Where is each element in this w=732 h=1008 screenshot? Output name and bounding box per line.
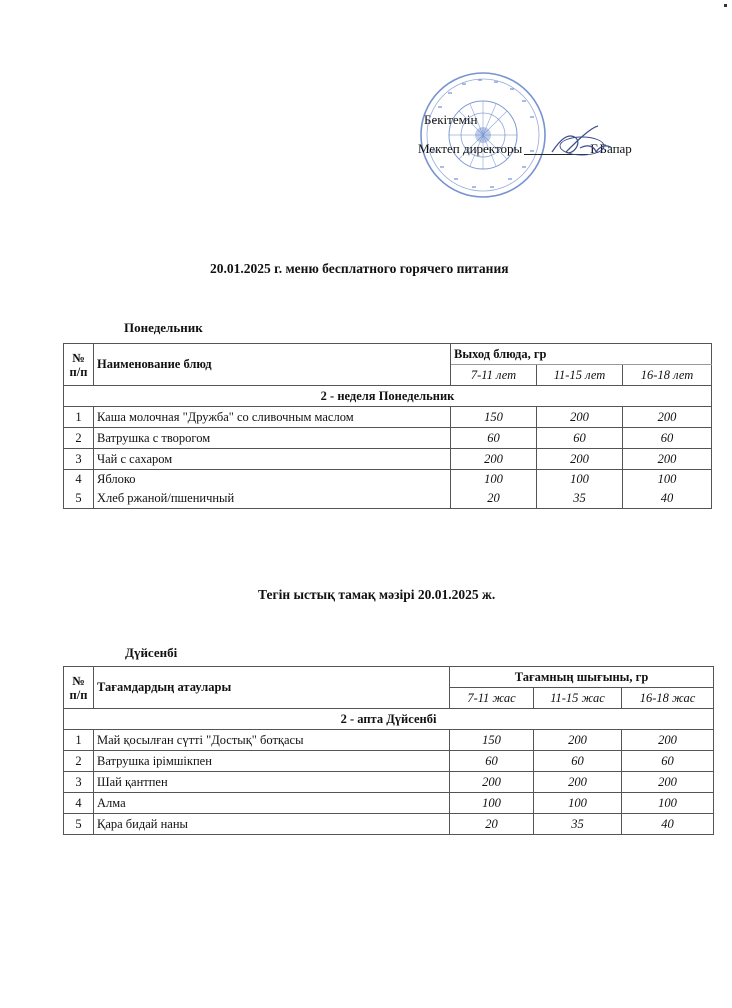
portion-value: 20	[487, 491, 500, 505]
row-number: 4	[64, 793, 94, 814]
day-label-ru: Понедельник	[124, 320, 203, 335]
portion-value: 200	[537, 449, 623, 470]
table-row-merged	[64, 470, 712, 509]
portion-value: 60	[623, 428, 712, 449]
age-group-header: 11-15 лет	[537, 365, 623, 386]
portion-value: 200	[534, 772, 622, 793]
portion-value: 60	[622, 751, 714, 772]
portion-value: 40	[622, 814, 714, 835]
portion-value: 200	[622, 730, 714, 751]
week-label: 2 - апта Дүйсенбі	[64, 709, 714, 730]
row-number: 1	[64, 730, 94, 751]
dish-name: Шай қантпен	[94, 772, 450, 793]
portion-value: 200	[623, 449, 712, 470]
age-group-header: 7-11 жас	[450, 688, 534, 709]
table-row	[64, 407, 712, 428]
portion-value-pair	[451, 470, 537, 509]
portion-value: 35	[573, 491, 586, 505]
column-header-number: № п/п	[64, 344, 94, 386]
row-number: 1	[64, 407, 94, 428]
table-row	[64, 751, 714, 772]
dish-name: Хлеб ржаной/пшеничный	[97, 491, 235, 505]
dish-name: Май қосылған сүтті "Достық" ботқасы	[94, 730, 450, 751]
approval-label: Бекітемін	[424, 112, 478, 127]
portion-value-pair	[537, 470, 623, 509]
portion-value: 200	[450, 772, 534, 793]
column-header-number: № п/п	[64, 667, 94, 709]
dish-name: Чай с сахаром	[94, 449, 451, 470]
dish-name: Алма	[94, 793, 450, 814]
dish-name: Қара бидай наны	[94, 814, 450, 835]
age-group-header: 16-18 жас	[622, 688, 714, 709]
portion-value: 100	[657, 472, 677, 486]
week-row	[64, 709, 714, 730]
row-number: 2	[64, 428, 94, 449]
row-number: 4	[75, 472, 82, 486]
day-label-kz: Дүйсенбі	[125, 645, 178, 660]
row-number: 3	[64, 449, 94, 470]
portion-value: 60	[450, 751, 534, 772]
table-header-row	[64, 667, 714, 688]
table-row	[64, 772, 714, 793]
menu-table-kz	[63, 666, 714, 835]
row-number: 5	[64, 814, 94, 835]
table-header-row	[64, 344, 712, 365]
age-group-header: 7-11 лет	[451, 365, 537, 386]
dish-name: Яблоко	[97, 472, 136, 486]
portion-value: 35	[534, 814, 622, 835]
table-row	[64, 793, 714, 814]
dish-name-pair	[94, 470, 451, 509]
age-group-header: 11-15 жас	[534, 688, 622, 709]
portion-value: 100	[534, 793, 622, 814]
dish-name: Ватрушка с творогом	[94, 428, 451, 449]
age-group-header: 16-18 лет	[623, 365, 712, 386]
portion-value: 60	[451, 428, 537, 449]
column-header-dish-name: Наименование блюд	[94, 344, 451, 386]
week-row	[64, 386, 712, 407]
table-row	[64, 449, 712, 470]
portion-value: 200	[451, 449, 537, 470]
portion-value: 200	[534, 730, 622, 751]
portion-value: 200	[537, 407, 623, 428]
row-number-pair	[64, 470, 94, 509]
portion-value: 60	[534, 751, 622, 772]
dish-name: Ватрушка ірімшікпен	[94, 751, 450, 772]
director-name: Г.Бапар	[590, 141, 632, 156]
portion-value: 150	[450, 730, 534, 751]
portion-value-pair	[623, 470, 712, 509]
table-row	[64, 730, 714, 751]
week-label: 2 - неделя Понедельник	[64, 386, 712, 407]
portion-value: 20	[450, 814, 534, 835]
table-row	[64, 428, 712, 449]
row-number: 2	[64, 751, 94, 772]
portion-value: 60	[537, 428, 623, 449]
menu-table-ru	[63, 343, 712, 509]
portion-value: 200	[622, 772, 714, 793]
portion-value: 100	[484, 472, 503, 486]
column-header-yield: Тағамның шығыны, гр	[450, 667, 714, 688]
dish-name: Каша молочная "Дружба" со сливочным маслом	[94, 407, 451, 428]
scan-mark	[724, 4, 727, 7]
portion-value: 100	[570, 472, 589, 486]
column-header-yield: Выход блюда, гр	[451, 344, 712, 365]
portion-value: 100	[622, 793, 714, 814]
official-seal-stamp	[418, 70, 548, 200]
table-row	[64, 814, 714, 835]
handwritten-signature	[546, 122, 622, 162]
menu-title-ru: 20.01.2025 г. меню бесплатного горячего питания	[210, 261, 509, 276]
director-title: Мектеп директоры	[418, 141, 523, 156]
menu-title-kz: Тегін ыстық тамақ мәзірі 20.01.2025 ж.	[258, 587, 496, 602]
row-number: 3	[64, 772, 94, 793]
portion-value: 40	[660, 491, 674, 505]
portion-value: 200	[623, 407, 712, 428]
portion-value: 100	[450, 793, 534, 814]
row-number: 5	[75, 491, 82, 505]
portion-value: 150	[451, 407, 537, 428]
column-header-dish-name: Тағамдардың атаулары	[94, 667, 450, 709]
